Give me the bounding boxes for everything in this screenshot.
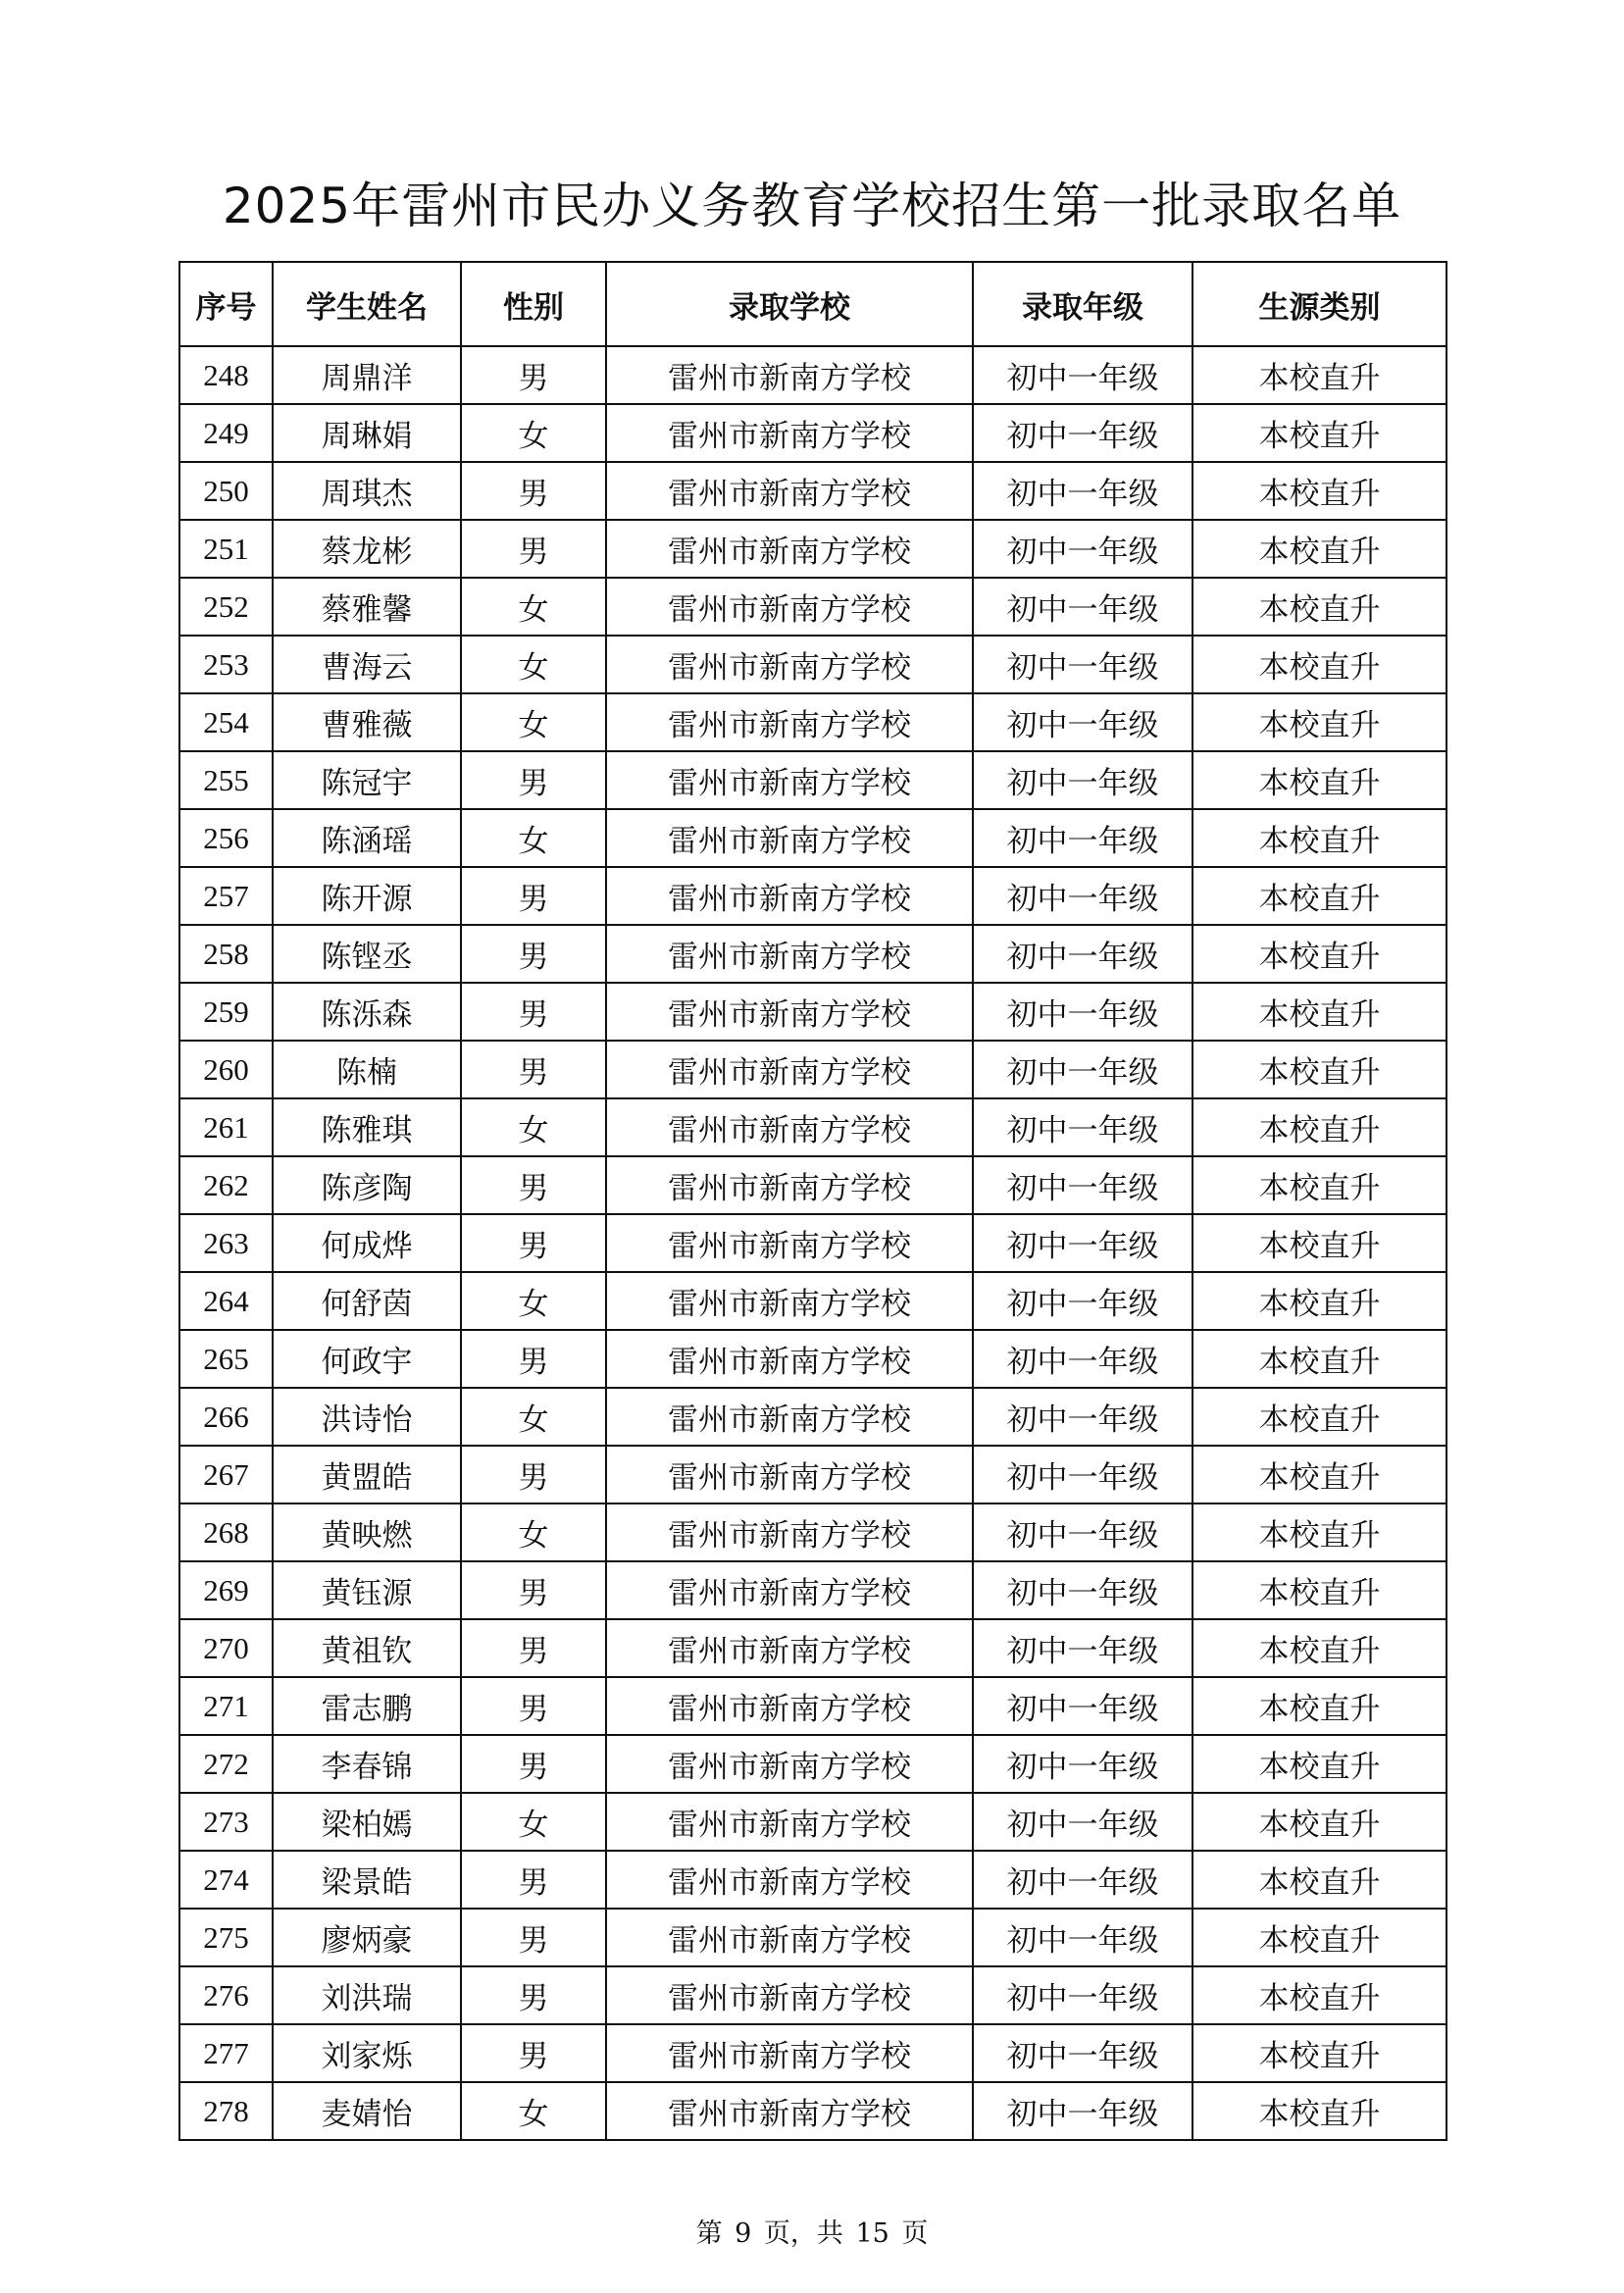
- cell-student-name: 蔡雅馨: [273, 578, 461, 636]
- cell-school: 雷州市新南方学校: [606, 346, 973, 404]
- cell-school: 雷州市新南方学校: [606, 2082, 973, 2140]
- cell-student-name: 陈冠宇: [273, 751, 461, 809]
- cell-gender: 女: [461, 404, 606, 462]
- cell-serial: 274: [179, 1851, 273, 1909]
- cell-source-type: 本校直升: [1193, 1098, 1446, 1156]
- cell-grade: 初中一年级: [973, 2082, 1193, 2140]
- cell-school: 雷州市新南方学校: [606, 1272, 973, 1330]
- cell-grade: 初中一年级: [973, 578, 1193, 636]
- table-row: [179, 1214, 1446, 1272]
- cell-school: 雷州市新南方学校: [606, 1677, 973, 1735]
- cell-source-type: 本校直升: [1193, 1214, 1446, 1272]
- cell-school: 雷州市新南方学校: [606, 1156, 973, 1214]
- cell-student-name: 陈铿丞: [273, 925, 461, 983]
- cell-gender: 男: [461, 1561, 606, 1619]
- cell-student-name: 洪诗怡: [273, 1388, 461, 1446]
- cell-gender: 男: [461, 1214, 606, 1272]
- cell-serial: 259: [179, 983, 273, 1041]
- cell-source-type: 本校直升: [1193, 1041, 1446, 1098]
- cell-grade: 初中一年级: [973, 2024, 1193, 2082]
- cell-gender: 女: [461, 1272, 606, 1330]
- column-header-school: 录取学校: [606, 262, 973, 346]
- cell-source-type: 本校直升: [1193, 809, 1446, 867]
- cell-gender: 女: [461, 578, 606, 636]
- cell-source-type: 本校直升: [1193, 1156, 1446, 1214]
- cell-student-name: 刘家烁: [273, 2024, 461, 2082]
- cell-serial: 261: [179, 1098, 273, 1156]
- cell-serial: 275: [179, 1909, 273, 1966]
- cell-student-name: 刘洪瑞: [273, 1966, 461, 2024]
- cell-gender: 男: [461, 1735, 606, 1793]
- admission-table: [178, 261, 1447, 2141]
- table-row: [179, 1388, 1446, 1446]
- cell-school: 雷州市新南方学校: [606, 1851, 973, 1909]
- cell-student-name: 曹雅薇: [273, 693, 461, 751]
- cell-student-name: 黄映燃: [273, 1503, 461, 1561]
- cell-serial: 267: [179, 1446, 273, 1503]
- cell-grade: 初中一年级: [973, 1561, 1193, 1619]
- cell-source-type: 本校直升: [1193, 1677, 1446, 1735]
- table-row: [179, 1098, 1446, 1156]
- cell-student-name: 黄祖钦: [273, 1619, 461, 1677]
- cell-school: 雷州市新南方学校: [606, 983, 973, 1041]
- table-row: [179, 1966, 1446, 2024]
- cell-school: 雷州市新南方学校: [606, 693, 973, 751]
- cell-school: 雷州市新南方学校: [606, 2024, 973, 2082]
- cell-gender: 男: [461, 1909, 606, 1966]
- cell-serial: 256: [179, 809, 273, 867]
- cell-serial: 253: [179, 636, 273, 693]
- cell-grade: 初中一年级: [973, 1330, 1193, 1388]
- cell-source-type: 本校直升: [1193, 1272, 1446, 1330]
- cell-source-type: 本校直升: [1193, 1735, 1446, 1793]
- cell-source-type: 本校直升: [1193, 520, 1446, 578]
- cell-source-type: 本校直升: [1193, 1388, 1446, 1446]
- cell-grade: 初中一年级: [973, 1041, 1193, 1098]
- cell-serial: 257: [179, 867, 273, 925]
- cell-school: 雷州市新南方学校: [606, 578, 973, 636]
- cell-serial: 258: [179, 925, 273, 983]
- column-header-grade: 录取年级: [973, 262, 1193, 346]
- table-row: [179, 462, 1446, 520]
- cell-serial: 270: [179, 1619, 273, 1677]
- cell-serial: 266: [179, 1388, 273, 1446]
- cell-gender: 女: [461, 1793, 606, 1851]
- cell-serial: 278: [179, 2082, 273, 2140]
- table-row: [179, 346, 1446, 404]
- cell-student-name: 陈涵瑶: [273, 809, 461, 867]
- cell-gender: 男: [461, 867, 606, 925]
- cell-grade: 初中一年级: [973, 346, 1193, 404]
- cell-serial: 251: [179, 520, 273, 578]
- table-row: [179, 867, 1446, 925]
- table-row: [179, 983, 1446, 1041]
- cell-student-name: 黄钰源: [273, 1561, 461, 1619]
- cell-serial: 273: [179, 1793, 273, 1851]
- cell-grade: 初中一年级: [973, 1851, 1193, 1909]
- cell-gender: 男: [461, 1330, 606, 1388]
- cell-grade: 初中一年级: [973, 1098, 1193, 1156]
- cell-gender: 男: [461, 925, 606, 983]
- cell-school: 雷州市新南方学校: [606, 751, 973, 809]
- table-row: [179, 1793, 1446, 1851]
- cell-source-type: 本校直升: [1193, 693, 1446, 751]
- cell-grade: 初中一年级: [973, 1793, 1193, 1851]
- cell-source-type: 本校直升: [1193, 1561, 1446, 1619]
- cell-student-name: 李春锦: [273, 1735, 461, 1793]
- cell-school: 雷州市新南方学校: [606, 925, 973, 983]
- cell-student-name: 陈雅琪: [273, 1098, 461, 1156]
- table-row: [179, 1561, 1446, 1619]
- cell-student-name: 周琳娟: [273, 404, 461, 462]
- cell-serial: 255: [179, 751, 273, 809]
- cell-student-name: 麦婧怡: [273, 2082, 461, 2140]
- cell-gender: 女: [461, 1503, 606, 1561]
- table-row: [179, 1851, 1446, 1909]
- cell-grade: 初中一年级: [973, 1388, 1193, 1446]
- cell-student-name: 何成烨: [273, 1214, 461, 1272]
- cell-grade: 初中一年级: [973, 462, 1193, 520]
- table-row: [179, 1909, 1446, 1966]
- cell-student-name: 陈楠: [273, 1041, 461, 1098]
- cell-source-type: 本校直升: [1193, 1851, 1446, 1909]
- cell-source-type: 本校直升: [1193, 867, 1446, 925]
- cell-gender: 女: [461, 2082, 606, 2140]
- cell-school: 雷州市新南方学校: [606, 1214, 973, 1272]
- cell-school: 雷州市新南方学校: [606, 809, 973, 867]
- cell-gender: 男: [461, 983, 606, 1041]
- cell-gender: 女: [461, 636, 606, 693]
- cell-serial: 269: [179, 1561, 273, 1619]
- cell-grade: 初中一年级: [973, 1446, 1193, 1503]
- cell-source-type: 本校直升: [1193, 1446, 1446, 1503]
- cell-school: 雷州市新南方学校: [606, 462, 973, 520]
- cell-source-type: 本校直升: [1193, 404, 1446, 462]
- cell-source-type: 本校直升: [1193, 751, 1446, 809]
- cell-gender: 女: [461, 1098, 606, 1156]
- cell-grade: 初中一年级: [973, 1677, 1193, 1735]
- table-row: [179, 1446, 1446, 1503]
- table-row: [179, 1272, 1446, 1330]
- cell-school: 雷州市新南方学校: [606, 1966, 973, 2024]
- cell-serial: 268: [179, 1503, 273, 1561]
- column-header-student-name: 学生姓名: [273, 262, 461, 346]
- cell-source-type: 本校直升: [1193, 462, 1446, 520]
- cell-student-name: 黄盟皓: [273, 1446, 461, 1503]
- cell-gender: 男: [461, 346, 606, 404]
- table-row: [179, 2082, 1446, 2140]
- cell-serial: 249: [179, 404, 273, 462]
- cell-student-name: 陈彦陶: [273, 1156, 461, 1214]
- cell-source-type: 本校直升: [1193, 346, 1446, 404]
- cell-grade: 初中一年级: [973, 925, 1193, 983]
- cell-grade: 初中一年级: [973, 1503, 1193, 1561]
- table-row: [179, 925, 1446, 983]
- cell-school: 雷州市新南方学校: [606, 1446, 973, 1503]
- cell-student-name: 廖炳豪: [273, 1909, 461, 1966]
- cell-gender: 男: [461, 520, 606, 578]
- table-row: [179, 1041, 1446, 1098]
- cell-school: 雷州市新南方学校: [606, 1619, 973, 1677]
- cell-serial: 263: [179, 1214, 273, 1272]
- table-body: [179, 346, 1446, 2140]
- cell-school: 雷州市新南方学校: [606, 520, 973, 578]
- cell-grade: 初中一年级: [973, 867, 1193, 925]
- cell-student-name: 梁景皓: [273, 1851, 461, 1909]
- cell-school: 雷州市新南方学校: [606, 1388, 973, 1446]
- table-row: [179, 2024, 1446, 2082]
- cell-serial: 262: [179, 1156, 273, 1214]
- cell-student-name: 周鼎洋: [273, 346, 461, 404]
- cell-gender: 男: [461, 1619, 606, 1677]
- page-footer: 第 9 页，共 15 页: [695, 2218, 929, 2249]
- column-header-source-type: 生源类别: [1193, 262, 1446, 346]
- cell-source-type: 本校直升: [1193, 636, 1446, 693]
- cell-grade: 初中一年级: [973, 404, 1193, 462]
- table-row: [179, 693, 1446, 751]
- cell-student-name: 何政宇: [273, 1330, 461, 1388]
- cell-school: 雷州市新南方学校: [606, 1098, 973, 1156]
- cell-gender: 男: [461, 1851, 606, 1909]
- cell-school: 雷州市新南方学校: [606, 1735, 973, 1793]
- table-row: [179, 520, 1446, 578]
- cell-gender: 男: [461, 1041, 606, 1098]
- cell-grade: 初中一年级: [973, 1966, 1193, 2024]
- cell-student-name: 何舒茵: [273, 1272, 461, 1330]
- column-header-gender: 性别: [461, 262, 606, 346]
- column-header-serial: 序号: [179, 262, 273, 346]
- cell-student-name: 陈泺森: [273, 983, 461, 1041]
- cell-source-type: 本校直升: [1193, 1619, 1446, 1677]
- cell-source-type: 本校直升: [1193, 1503, 1446, 1561]
- cell-grade: 初中一年级: [973, 751, 1193, 809]
- cell-grade: 初中一年级: [973, 520, 1193, 578]
- cell-gender: 女: [461, 1388, 606, 1446]
- cell-grade: 初中一年级: [973, 1272, 1193, 1330]
- cell-gender: 男: [461, 2024, 606, 2082]
- cell-gender: 男: [461, 1677, 606, 1735]
- cell-grade: 初中一年级: [973, 983, 1193, 1041]
- cell-serial: 264: [179, 1272, 273, 1330]
- table-row: [179, 578, 1446, 636]
- cell-grade: 初中一年级: [973, 1156, 1193, 1214]
- table-row: [179, 1735, 1446, 1793]
- cell-serial: 250: [179, 462, 273, 520]
- cell-source-type: 本校直升: [1193, 2024, 1446, 2082]
- cell-school: 雷州市新南方学校: [606, 867, 973, 925]
- cell-student-name: 陈开源: [273, 867, 461, 925]
- table-row: [179, 1330, 1446, 1388]
- cell-student-name: 蔡龙彬: [273, 520, 461, 578]
- cell-serial: 254: [179, 693, 273, 751]
- cell-grade: 初中一年级: [973, 636, 1193, 693]
- page-title: 2025年雷州市民办义务教育学校招生第一批录取名单: [222, 178, 1402, 234]
- cell-grade: 初中一年级: [973, 693, 1193, 751]
- cell-serial: 265: [179, 1330, 273, 1388]
- cell-source-type: 本校直升: [1193, 983, 1446, 1041]
- cell-serial: 248: [179, 346, 273, 404]
- cell-grade: 初中一年级: [973, 1909, 1193, 1966]
- cell-grade: 初中一年级: [973, 809, 1193, 867]
- cell-source-type: 本校直升: [1193, 1909, 1446, 1966]
- cell-school: 雷州市新南方学校: [606, 1909, 973, 1966]
- cell-source-type: 本校直升: [1193, 1330, 1446, 1388]
- table-row: [179, 404, 1446, 462]
- table-row: [179, 1619, 1446, 1677]
- cell-school: 雷州市新南方学校: [606, 1330, 973, 1388]
- table-row: [179, 1503, 1446, 1561]
- cell-source-type: 本校直升: [1193, 578, 1446, 636]
- cell-source-type: 本校直升: [1193, 1793, 1446, 1851]
- table-header-row: [179, 262, 1446, 346]
- cell-serial: 276: [179, 1966, 273, 2024]
- cell-school: 雷州市新南方学校: [606, 1793, 973, 1851]
- cell-school: 雷州市新南方学校: [606, 1561, 973, 1619]
- table-row: [179, 751, 1446, 809]
- cell-serial: 260: [179, 1041, 273, 1098]
- cell-serial: 252: [179, 578, 273, 636]
- cell-student-name: 周琪杰: [273, 462, 461, 520]
- cell-school: 雷州市新南方学校: [606, 1041, 973, 1098]
- cell-source-type: 本校直升: [1193, 1966, 1446, 2024]
- cell-student-name: 梁柏嫣: [273, 1793, 461, 1851]
- cell-school: 雷州市新南方学校: [606, 1503, 973, 1561]
- cell-gender: 女: [461, 809, 606, 867]
- cell-grade: 初中一年级: [973, 1735, 1193, 1793]
- cell-gender: 男: [461, 1966, 606, 2024]
- cell-grade: 初中一年级: [973, 1619, 1193, 1677]
- cell-gender: 男: [461, 1446, 606, 1503]
- cell-school: 雷州市新南方学校: [606, 404, 973, 462]
- cell-source-type: 本校直升: [1193, 925, 1446, 983]
- cell-gender: 男: [461, 1156, 606, 1214]
- cell-serial: 271: [179, 1677, 273, 1735]
- cell-source-type: 本校直升: [1193, 2082, 1446, 2140]
- cell-serial: 277: [179, 2024, 273, 2082]
- cell-gender: 男: [461, 462, 606, 520]
- table-row: [179, 1156, 1446, 1214]
- table-row: [179, 1677, 1446, 1735]
- table-row: [179, 636, 1446, 693]
- cell-school: 雷州市新南方学校: [606, 636, 973, 693]
- cell-serial: 272: [179, 1735, 273, 1793]
- cell-student-name: 雷志鹏: [273, 1677, 461, 1735]
- table-row: [179, 809, 1446, 867]
- cell-gender: 男: [461, 751, 606, 809]
- cell-gender: 女: [461, 693, 606, 751]
- cell-student-name: 曹海云: [273, 636, 461, 693]
- cell-grade: 初中一年级: [973, 1214, 1193, 1272]
